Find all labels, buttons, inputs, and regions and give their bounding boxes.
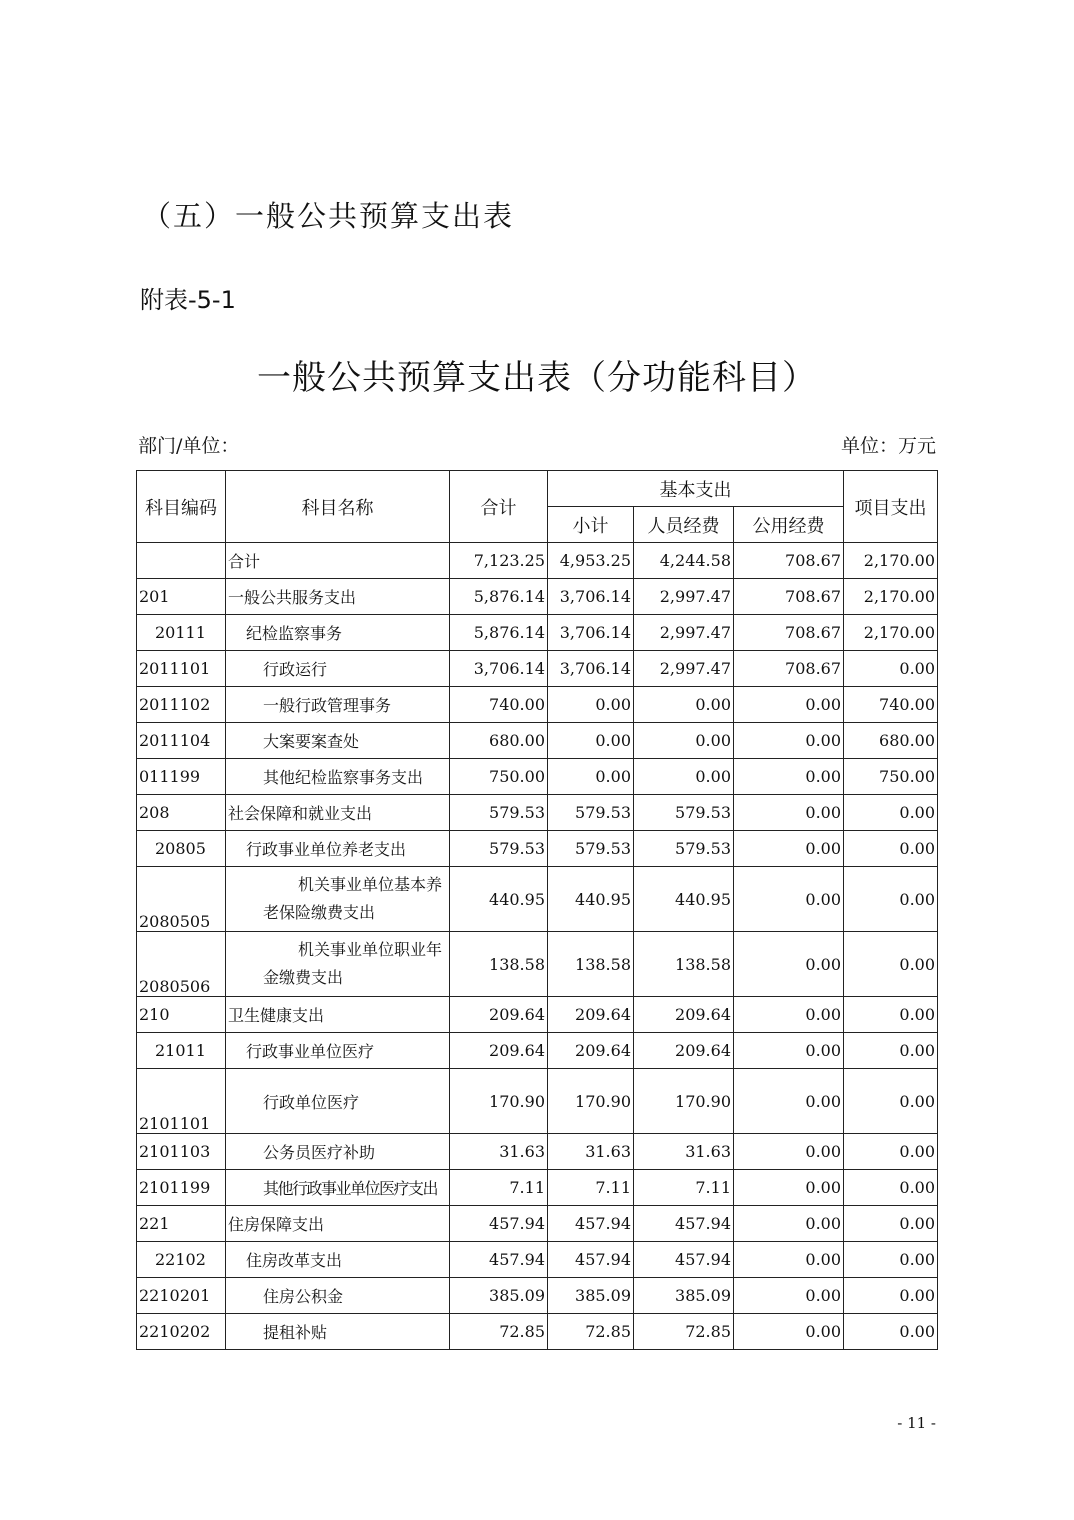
cell-subtotal: 440.95 [548,867,634,932]
cell-total: 579.53 [450,831,548,867]
cell-personnel: 2,997.47 [634,651,734,687]
table-row [137,579,938,615]
cell-subtotal: 0.00 [548,687,634,723]
cell-public: 708.67 [734,651,844,687]
page-number: - 11 - [897,1414,936,1432]
cell-total: 385.09 [450,1278,548,1314]
table-row [137,1170,938,1206]
cell-subtotal: 138.58 [548,932,634,997]
cell-total: 457.94 [450,1206,548,1242]
cell-subtotal: 72.85 [548,1314,634,1350]
cell-subtotal: 170.90 [548,1069,634,1134]
table-title: 一般公共预算支出表（分功能科目） [257,358,817,398]
header-name: 科目名称 [226,471,450,543]
cell-project: 0.00 [844,1170,938,1206]
cell-subtotal: 31.63 [548,1134,634,1170]
cell-code: 2101199 [137,1170,226,1206]
cell-code: 2080505 [137,867,226,932]
cell-public: 0.00 [734,1242,844,1278]
cell-personnel: 2,997.47 [634,615,734,651]
cell-total: 5,876.14 [450,615,548,651]
cell-total: 138.58 [450,932,548,997]
cell-public: 0.00 [734,795,844,831]
cell-public: 0.00 [734,831,844,867]
cell-code: 20805 [137,831,226,867]
cell-project: 0.00 [844,1242,938,1278]
cell-public: 0.00 [734,867,844,932]
cell-name: 一般行政管理事务 [226,687,450,723]
cell-name: 机关事业单位基本养老保险缴费支出 [226,867,450,932]
cell-subtotal: 0.00 [548,723,634,759]
cell-name: 纪检监察事务 [226,615,450,651]
table-row [137,651,938,687]
cell-personnel: 457.94 [634,1206,734,1242]
cell-code: 21011 [137,1033,226,1069]
cell-project: 0.00 [844,795,938,831]
cell-name: 其他行政事业单位医疗支出 [226,1170,450,1206]
header-subtotal: 小计 [548,507,634,543]
cell-project: 0.00 [844,1278,938,1314]
cell-personnel: 385.09 [634,1278,734,1314]
cell-code: 2210202 [137,1314,226,1350]
cell-code: 201 [137,579,226,615]
cell-subtotal: 3,706.14 [548,651,634,687]
header-personnel: 人员经费 [634,507,734,543]
cell-public: 0.00 [734,1134,844,1170]
cell-project: 0.00 [844,1314,938,1350]
cell-public: 0.00 [734,997,844,1033]
cell-total: 170.90 [450,1069,548,1134]
cell-total: 72.85 [450,1314,548,1350]
table-row [137,867,938,932]
cell-total: 3,706.14 [450,651,548,687]
unit-label: 单位：万元 [840,435,936,457]
cell-name: 大案要案查处 [226,723,450,759]
cell-name: 行政单位医疗 [226,1069,450,1134]
table-row [137,543,938,579]
cell-project: 0.00 [844,1134,938,1170]
cell-public: 0.00 [734,1069,844,1134]
table-row [137,723,938,759]
cell-code: 208 [137,795,226,831]
cell-code: 2210201 [137,1278,226,1314]
cell-name: 行政事业单位养老支出 [226,831,450,867]
header-basic: 基本支出 [548,471,844,507]
cell-project: 0.00 [844,1206,938,1242]
cell-total: 750.00 [450,759,548,795]
cell-code: 221 [137,1206,226,1242]
cell-public: 0.00 [734,932,844,997]
cell-total: 579.53 [450,795,548,831]
cell-subtotal: 385.09 [548,1278,634,1314]
cell-personnel: 72.85 [634,1314,734,1350]
table-row [137,759,938,795]
cell-public: 708.67 [734,615,844,651]
table-row [137,687,938,723]
header-code: 科目编码 [137,471,226,543]
cell-public: 0.00 [734,687,844,723]
section-heading: （五）一般公共预算支出表 [142,199,515,233]
cell-code: 2011102 [137,687,226,723]
cell-personnel: 0.00 [634,723,734,759]
header-public: 公用经费 [734,507,844,543]
cell-code: 2101103 [137,1134,226,1170]
cell-project: 680.00 [844,723,938,759]
cell-subtotal: 3,706.14 [548,615,634,651]
cell-personnel: 0.00 [634,687,734,723]
cell-subtotal: 7.11 [548,1170,634,1206]
cell-public: 0.00 [734,723,844,759]
cell-code [137,543,226,579]
cell-total: 209.64 [450,1033,548,1069]
cell-code: 20111 [137,615,226,651]
cell-code: 011199 [137,759,226,795]
cell-name: 卫生健康支出 [226,997,450,1033]
cell-public: 0.00 [734,1206,844,1242]
cell-personnel: 7.11 [634,1170,734,1206]
cell-project: 740.00 [844,687,938,723]
table-row [137,1278,938,1314]
cell-code: 2101101 [137,1069,226,1134]
cell-name: 机关事业单位职业年金缴费支出 [226,932,450,997]
cell-subtotal: 209.64 [548,997,634,1033]
cell-subtotal: 579.53 [548,831,634,867]
cell-personnel: 2,997.47 [634,579,734,615]
cell-public: 708.67 [734,579,844,615]
cell-name: 合计 [226,543,450,579]
cell-personnel: 209.64 [634,1033,734,1069]
cell-total: 7.11 [450,1170,548,1206]
table-row [137,831,938,867]
cell-code: 2011101 [137,651,226,687]
cell-subtotal: 457.94 [548,1242,634,1278]
cell-project: 750.00 [844,759,938,795]
cell-code: 210 [137,997,226,1033]
cell-public: 0.00 [734,759,844,795]
cell-total: 209.64 [450,997,548,1033]
table-row [137,615,938,651]
cell-project: 0.00 [844,1033,938,1069]
table-body [137,543,938,1350]
cell-subtotal: 0.00 [548,759,634,795]
cell-public: 0.00 [734,1278,844,1314]
budget-table [136,470,938,1350]
cell-total: 740.00 [450,687,548,723]
cell-subtotal: 579.53 [548,795,634,831]
cell-name: 公务员医疗补助 [226,1134,450,1170]
cell-name: 提租补贴 [226,1314,450,1350]
cell-project: 0.00 [844,932,938,997]
cell-personnel: 457.94 [634,1242,734,1278]
table-row [137,795,938,831]
cell-name: 行政运行 [226,651,450,687]
cell-project: 2,170.00 [844,543,938,579]
cell-public: 0.00 [734,1033,844,1069]
cell-public: 0.00 [734,1170,844,1206]
table-row [137,1242,938,1278]
cell-name: 住房公积金 [226,1278,450,1314]
cell-public: 0.00 [734,1314,844,1350]
cell-name: 行政事业单位医疗 [226,1033,450,1069]
cell-code: 2080506 [137,932,226,997]
cell-name: 社会保障和就业支出 [226,795,450,831]
cell-subtotal: 209.64 [548,1033,634,1069]
cell-personnel: 4,244.58 [634,543,734,579]
cell-project: 0.00 [844,997,938,1033]
cell-name: 一般公共服务支出 [226,579,450,615]
cell-project: 2,170.00 [844,615,938,651]
header-total: 合计 [450,471,548,543]
cell-total: 440.95 [450,867,548,932]
cell-name: 住房保障支出 [226,1206,450,1242]
cell-project: 0.00 [844,1069,938,1134]
table-row [137,932,938,997]
cell-subtotal: 457.94 [548,1206,634,1242]
attachment-label: 附表-5-1 [140,286,236,314]
cell-project: 0.00 [844,831,938,867]
cell-total: 31.63 [450,1134,548,1170]
cell-personnel: 138.58 [634,932,734,997]
cell-name: 住房改革支出 [226,1242,450,1278]
cell-project: 0.00 [844,651,938,687]
cell-project: 0.00 [844,867,938,932]
cell-public: 708.67 [734,543,844,579]
cell-personnel: 209.64 [634,997,734,1033]
cell-subtotal: 4,953.25 [548,543,634,579]
cell-total: 7,123.25 [450,543,548,579]
cell-personnel: 170.90 [634,1069,734,1134]
cell-total: 457.94 [450,1242,548,1278]
cell-code: 2011104 [137,723,226,759]
table-row [137,1134,938,1170]
cell-code: 22102 [137,1242,226,1278]
department-label: 部门/单位： [138,435,240,457]
cell-personnel: 579.53 [634,795,734,831]
cell-subtotal: 3,706.14 [548,579,634,615]
table-row [137,1314,938,1350]
header-project: 项目支出 [844,471,938,543]
cell-personnel: 0.00 [634,759,734,795]
cell-name: 其他纪检监察事务支出 [226,759,450,795]
cell-total: 680.00 [450,723,548,759]
cell-personnel: 579.53 [634,831,734,867]
table-row [137,1033,938,1069]
table-row [137,1206,938,1242]
table-row [137,1069,938,1134]
table-row [137,997,938,1033]
cell-project: 2,170.00 [844,579,938,615]
cell-personnel: 31.63 [634,1134,734,1170]
cell-personnel: 440.95 [634,867,734,932]
cell-total: 5,876.14 [450,579,548,615]
